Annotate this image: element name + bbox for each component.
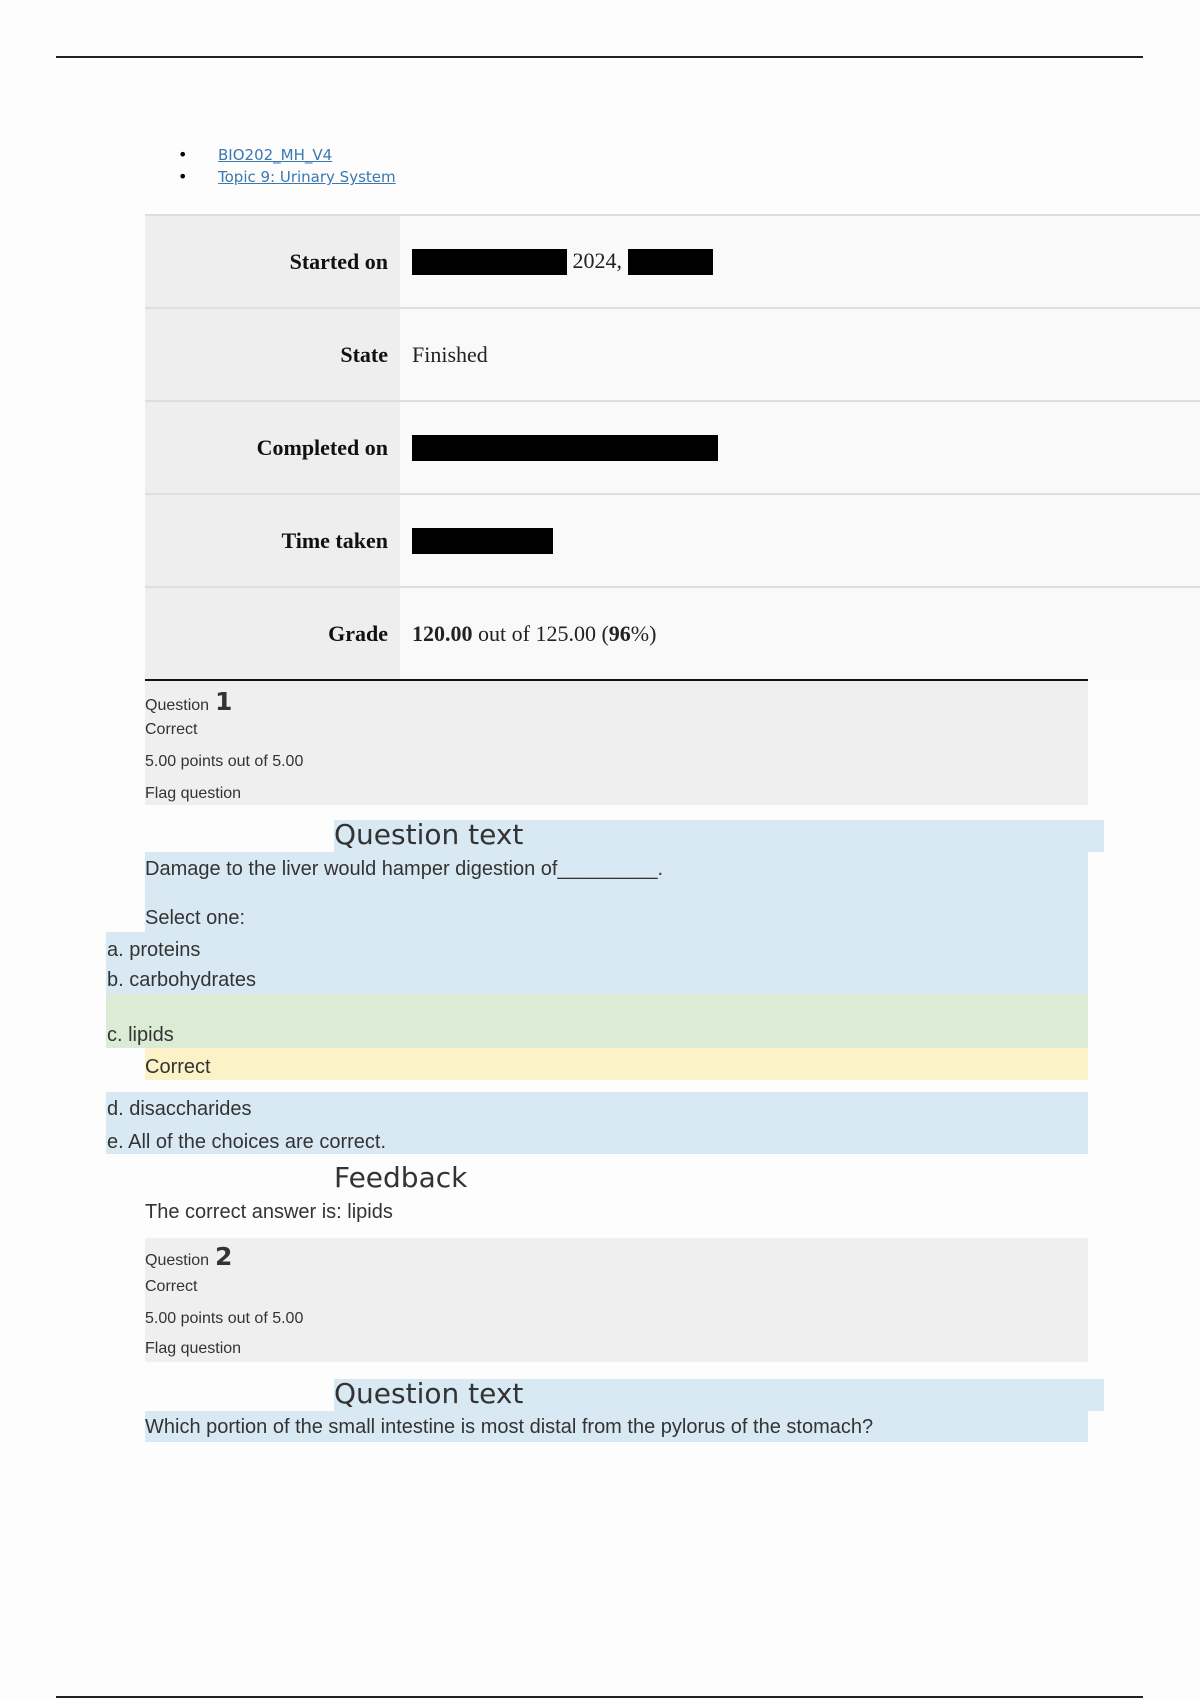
summary-row-completed	[145, 401, 1200, 494]
breadcrumb	[180, 144, 396, 188]
summary-row-time	[145, 494, 1200, 587]
summary-row-state	[145, 308, 1200, 401]
flag-question-link[interactable]: Flag question	[145, 1340, 242, 1357]
top-rule	[56, 56, 1143, 58]
question-2-info	[145, 1238, 1088, 1362]
question-text-heading: Question text	[334, 1377, 524, 1410]
answer-option-b[interactable]: b. carbohydrates	[107, 969, 256, 991]
question-text-heading: Question text	[334, 818, 524, 851]
answer-option-a[interactable]: a. proteins	[107, 939, 201, 961]
summary-row-grade	[145, 587, 1200, 680]
question-number	[145, 1242, 232, 1271]
question-prompt: Which portion of the small intestine is most distal from the pylorus of the stomach?	[145, 1416, 874, 1438]
redaction-bar	[412, 249, 567, 275]
question-label: Question	[145, 1252, 210, 1269]
grade-percent: 96	[608, 621, 631, 646]
breadcrumb-link-course[interactable]: BIO202_MH_V4	[218, 146, 333, 164]
feedback-text: The correct answer is: lipids	[145, 1201, 393, 1223]
correct-option-bg	[106, 994, 1088, 1048]
question-points: 5.00 points out of 5.00	[145, 1310, 304, 1327]
started-on-year: 2024,	[572, 247, 622, 273]
grade-out-of: out of 125.00	[478, 621, 596, 646]
question-label: Question	[145, 697, 210, 714]
breadcrumb-link-topic[interactable]: Topic 9: Urinary System	[218, 168, 396, 186]
state-value: Finished	[400, 308, 1200, 401]
grade-value	[400, 587, 1200, 680]
select-one-label: Select one:	[145, 907, 246, 929]
grade-label: Grade	[145, 587, 400, 680]
answer-option-e[interactable]: e. All of the choices are correct.	[107, 1131, 387, 1153]
question-prompt: Damage to the liver would hamper digestion of_________.	[145, 858, 664, 880]
question-number-value: 1	[215, 687, 233, 716]
question-status: Correct	[145, 1278, 198, 1295]
time-taken-label: Time taken	[145, 494, 400, 587]
summary-row-started	[145, 215, 1200, 308]
question-number	[145, 687, 232, 716]
flag-question-link[interactable]: Flag question	[145, 785, 242, 802]
started-on-label: Started on	[145, 215, 400, 308]
redaction-bar	[412, 528, 553, 554]
answer-option-c[interactable]: c. lipids	[107, 1024, 174, 1046]
grade-percent-open: (	[601, 621, 609, 646]
option-feedback-bg	[145, 1048, 1088, 1080]
started-on-value	[400, 215, 1200, 308]
bottom-rule	[56, 1696, 1143, 1698]
state-label: State	[145, 308, 400, 401]
completed-on-label: Completed on	[145, 401, 400, 494]
attempt-summary-table	[145, 214, 1200, 680]
grade-score: 120.00	[412, 621, 473, 646]
question-number-value: 2	[215, 1242, 233, 1271]
question-status: Correct	[145, 721, 198, 738]
completed-on-value	[400, 401, 1200, 494]
answer-option-d[interactable]: d. disaccharides	[107, 1098, 252, 1120]
redaction-bar	[628, 249, 713, 275]
time-taken-value	[400, 494, 1200, 587]
grade-percent-close: %)	[630, 621, 657, 646]
option-correct-feedback: Correct	[145, 1056, 211, 1078]
breadcrumb-item	[180, 144, 396, 166]
breadcrumb-item	[180, 166, 396, 188]
question-1-info	[145, 679, 1088, 805]
redaction-bar	[412, 435, 718, 461]
question-points: 5.00 points out of 5.00	[145, 753, 304, 770]
feedback-heading: Feedback	[334, 1161, 468, 1194]
